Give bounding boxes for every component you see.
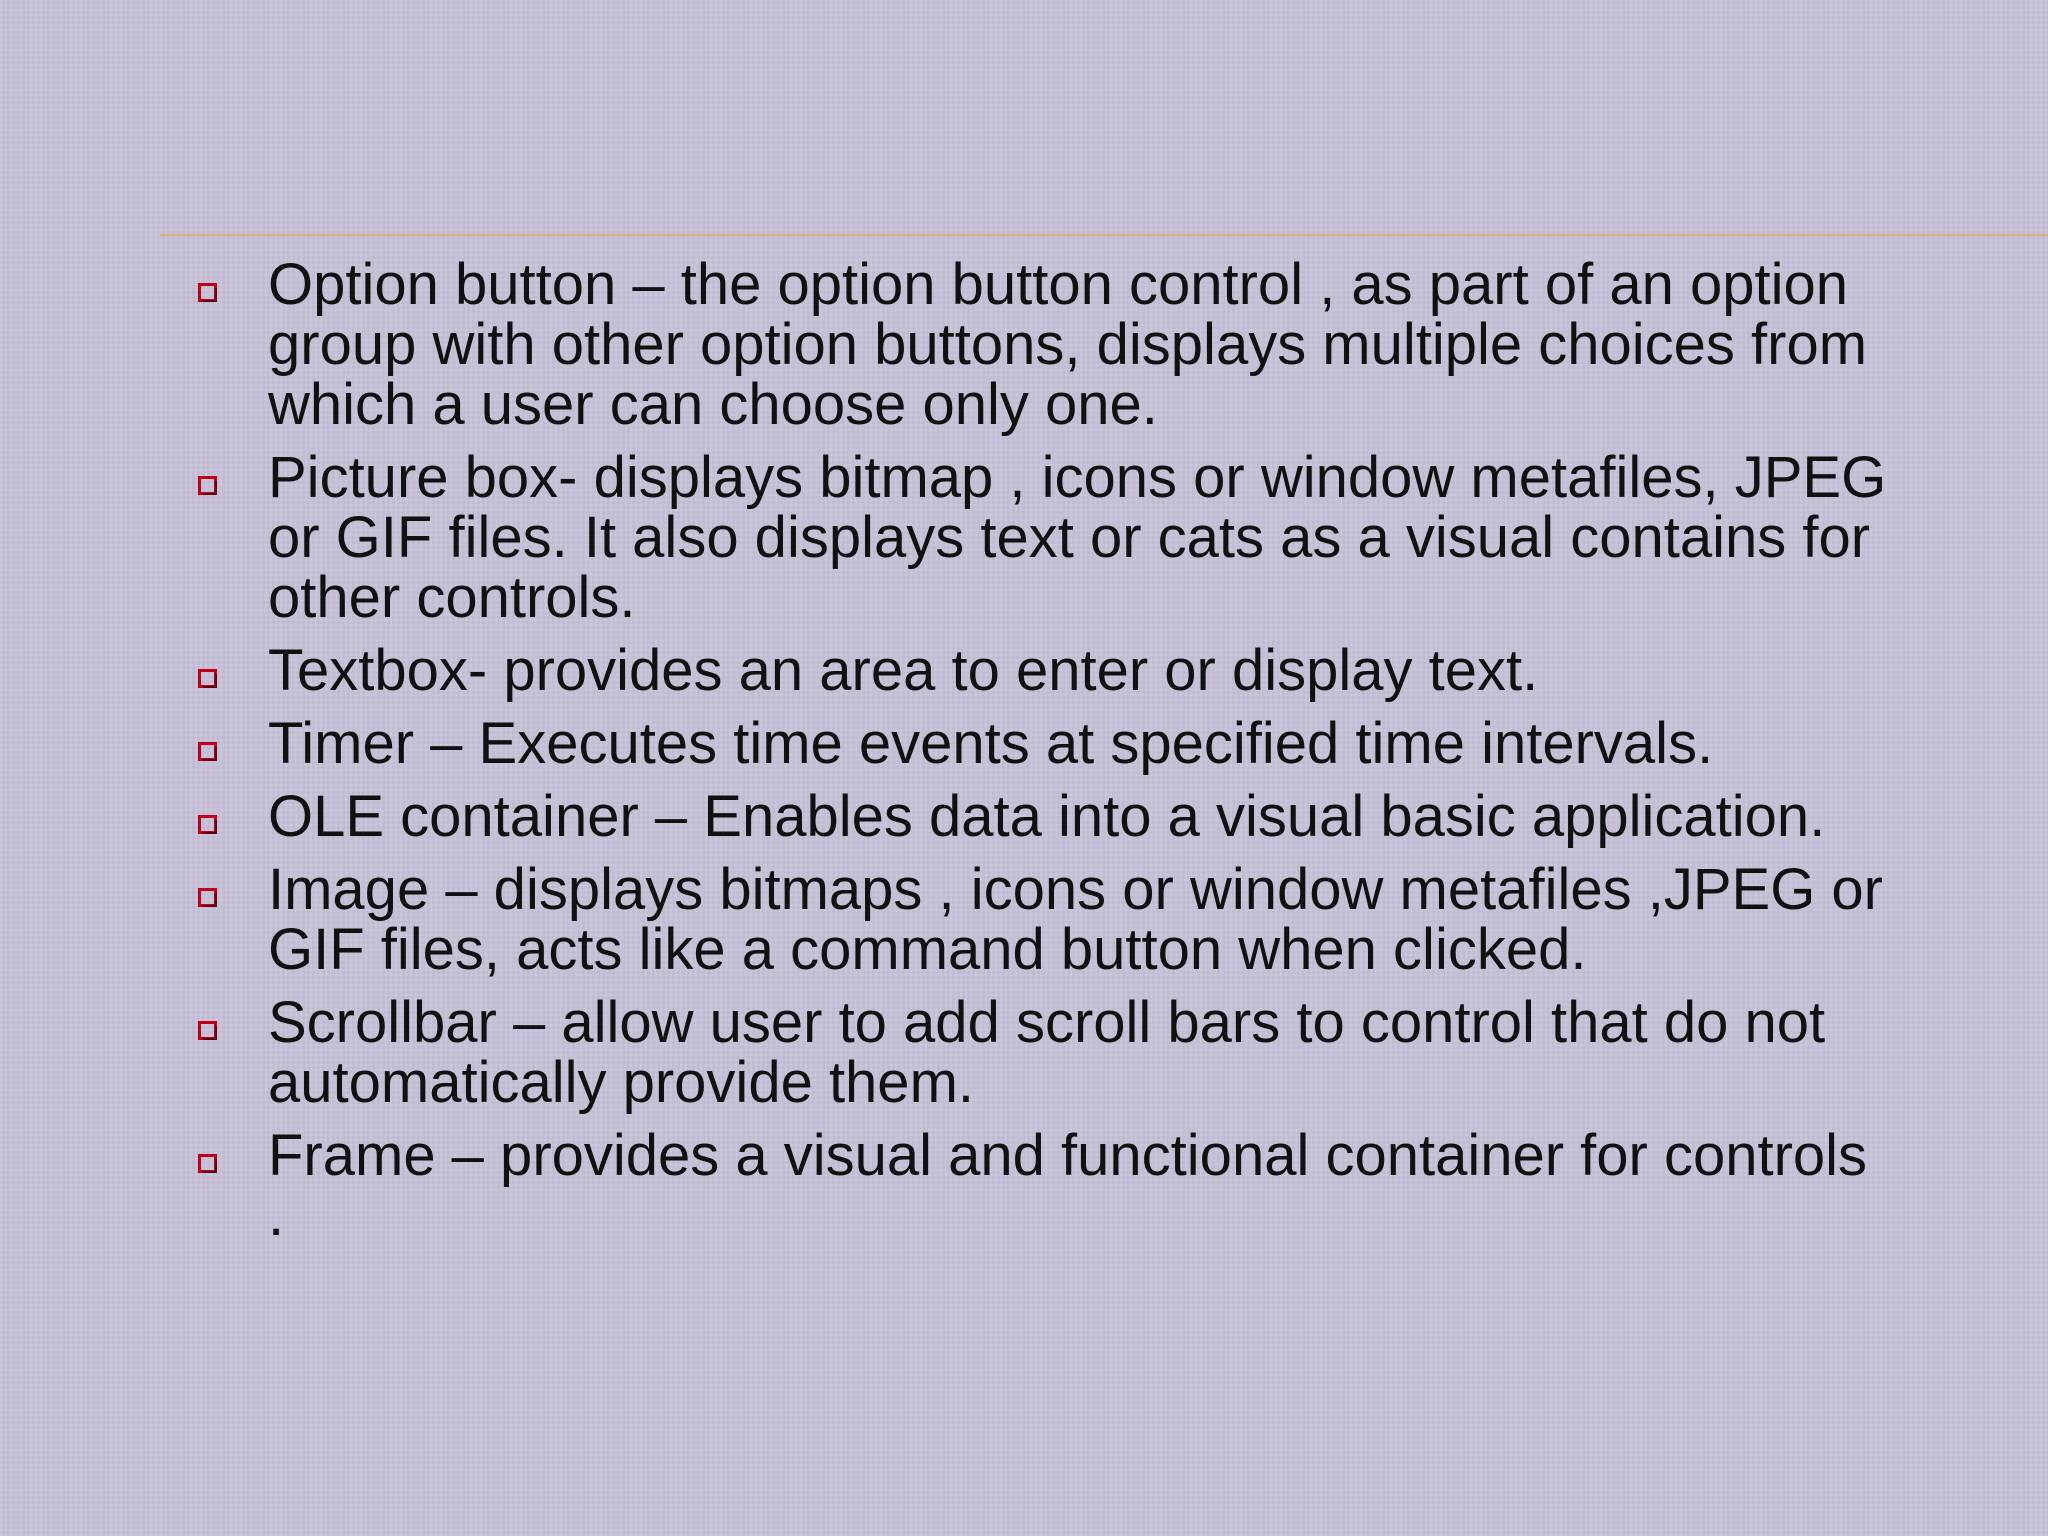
list-item — [190, 445, 1890, 630]
list-item — [190, 857, 1890, 982]
square-bullet-icon — [198, 283, 217, 302]
list-item — [190, 784, 1890, 849]
bullet-text: Scrollbar – allow user to add scroll bars to control that do not automatically provide them. — [268, 990, 1826, 1115]
square-bullet-icon — [198, 1021, 217, 1040]
square-bullet-icon — [198, 742, 217, 761]
square-bullet-icon — [198, 1154, 217, 1173]
bullet-text: Timer – Executes time events at specified time intervals. — [268, 711, 1714, 776]
square-bullet-icon — [198, 476, 217, 495]
bullet-text: Option button – the option button control , as part of an option group with other option buttons, displays multiple choices from which a user can choose only one. — [268, 252, 1868, 437]
list-item — [190, 252, 1890, 437]
bullet-text: Picture box- displays bitmap , icons or window metafiles, JPEG or GIF files. It also displays text or cats as a visual contains for other controls. — [268, 445, 1887, 630]
bullet-text: Image – displays bitmaps , icons or window metafiles ,JPEG or GIF files, acts like a command button when clicked. — [268, 857, 1883, 982]
square-bullet-icon — [198, 815, 217, 834]
square-bullet-icon — [198, 669, 217, 688]
list-item — [190, 711, 1890, 776]
list-item — [190, 990, 1890, 1115]
bullet-text: Frame – provides a visual and functional container for controls . — [268, 1123, 1868, 1248]
header-divider — [160, 234, 2048, 236]
bullet-list — [190, 252, 1890, 1259]
bullet-text: Textbox- provides an area to enter or display text. — [268, 638, 1539, 703]
list-item — [190, 638, 1890, 703]
list-item — [190, 1123, 1890, 1248]
bullet-text: OLE container – Enables data into a visual basic application. — [268, 784, 1826, 849]
square-bullet-icon — [198, 888, 217, 907]
